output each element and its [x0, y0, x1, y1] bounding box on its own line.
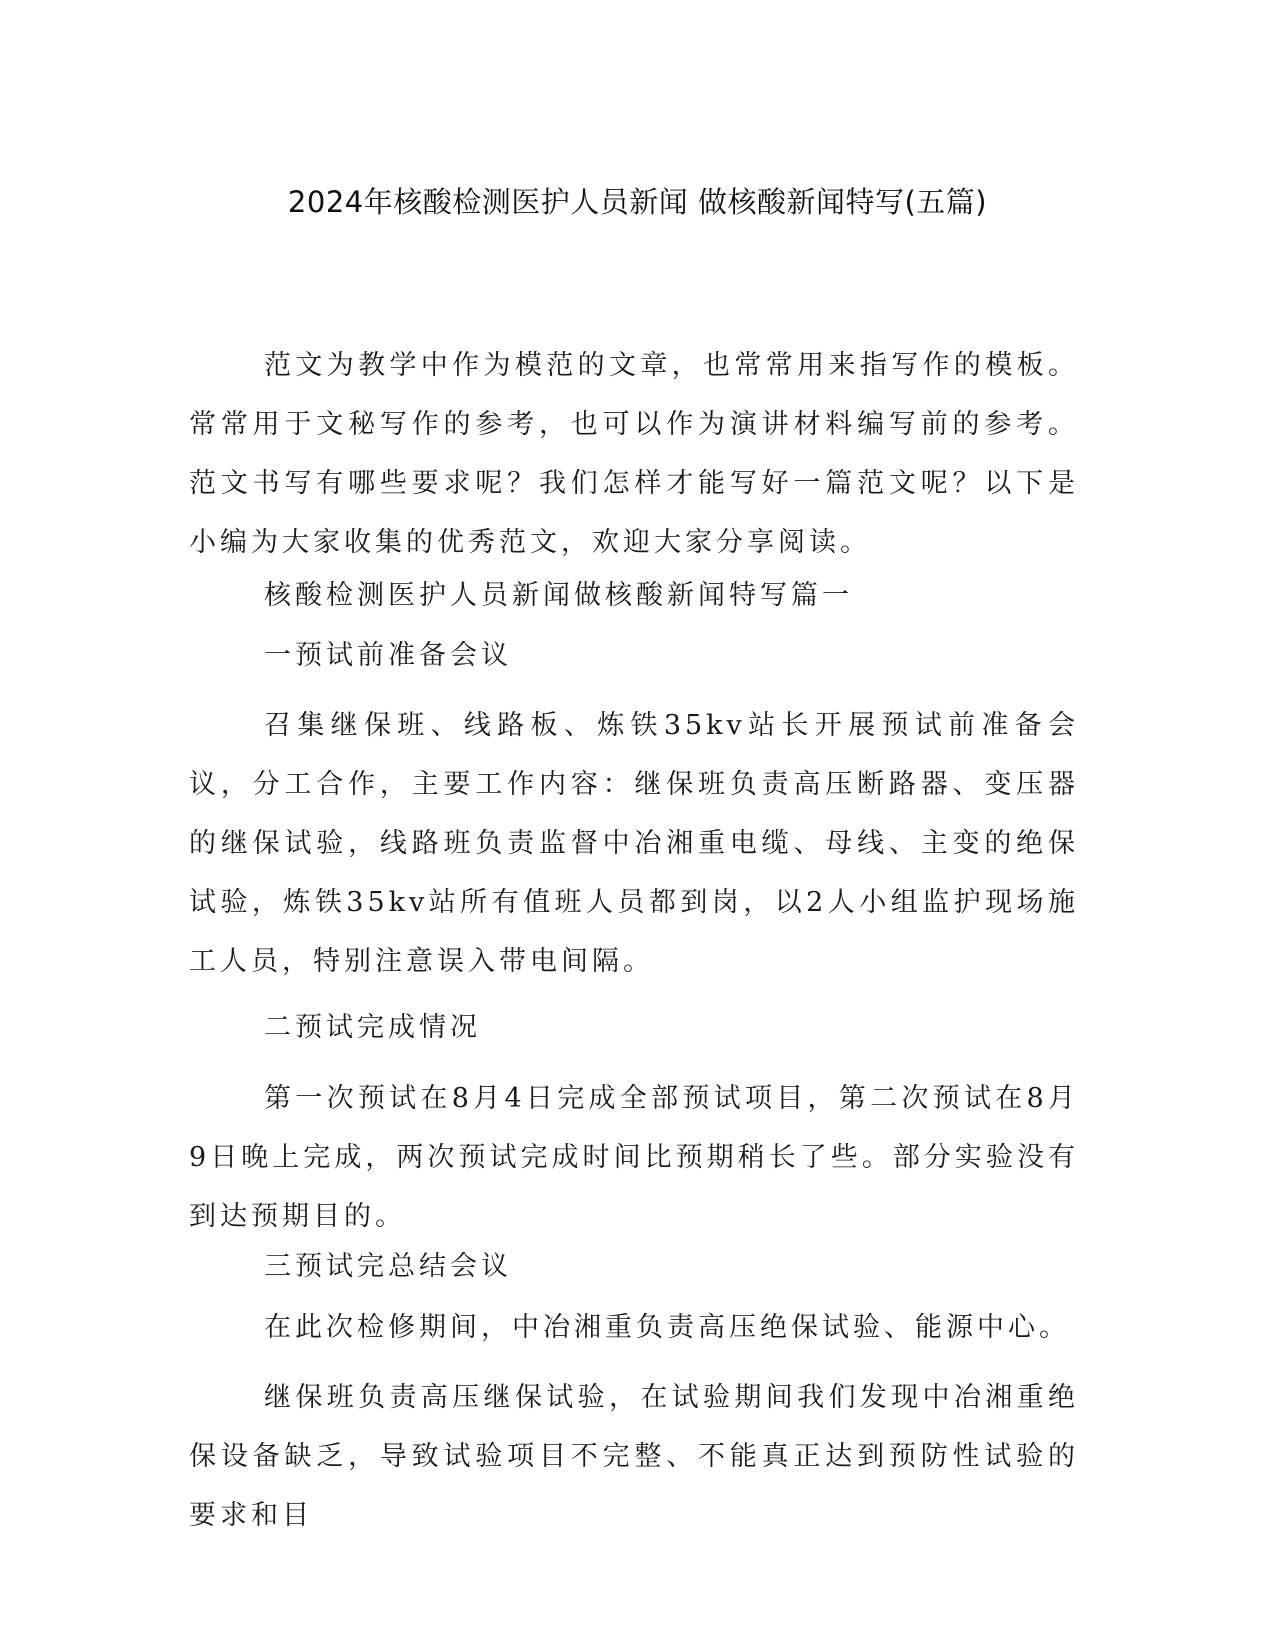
section-heading-2: 二预试完成情况: [264, 1012, 481, 1043]
section-body-4: 继保班负责高压继保试验，在试验期间我们发现中冶湘重绝保设备缺乏，导致试验项目不完整、不能真正达到预防性试验的要求和目: [189, 1382, 1079, 1531]
section-heading-1: 一预试前准备会议: [264, 640, 512, 671]
article-heading: 核酸检测医护人员新闻做核酸新闻特写篇一: [264, 580, 853, 611]
section-body-1: 召集继保班、线路板、炼铁35kv站长开展预试前准备会议，分工合作，主要工作内容：继保班负责高压断路器、变压器的继保试验，线路班负责监督中冶湘重电缆、母线、主变的绝保试验，炼铁35kv站所有值班人员都到岗，以2人小组监护现场施工人员，特别注意误入带电间隔。: [189, 710, 1079, 977]
section-heading-3: 三预试完总结会议: [264, 1251, 512, 1282]
section-body-2: 第一次预试在8月4日完成全部预试项目，第二次预试在8月9日晚上完成，两次预试完成时间比预期稍长了些。部分实验没有到达预期目的。: [189, 1083, 1079, 1232]
intro-paragraph: 范文为教学中作为模范的文章，也常常用来指写作的模板。常常用于文秘写作的参考，也可以作为演讲材料编写前的参考。范文书写有哪些要求呢？我们怎样才能写好一篇范文呢？以下是小编为大家收集的优秀范文，欢迎大家分享阅读。: [189, 350, 1079, 558]
section-body-3: 在此次检修期间，中冶湘重负责高压绝保试验、能源中心。: [264, 1312, 1070, 1343]
document-title: 2024年核酸检测医护人员新闻 做核酸新闻特写(五篇): [287, 185, 988, 219]
